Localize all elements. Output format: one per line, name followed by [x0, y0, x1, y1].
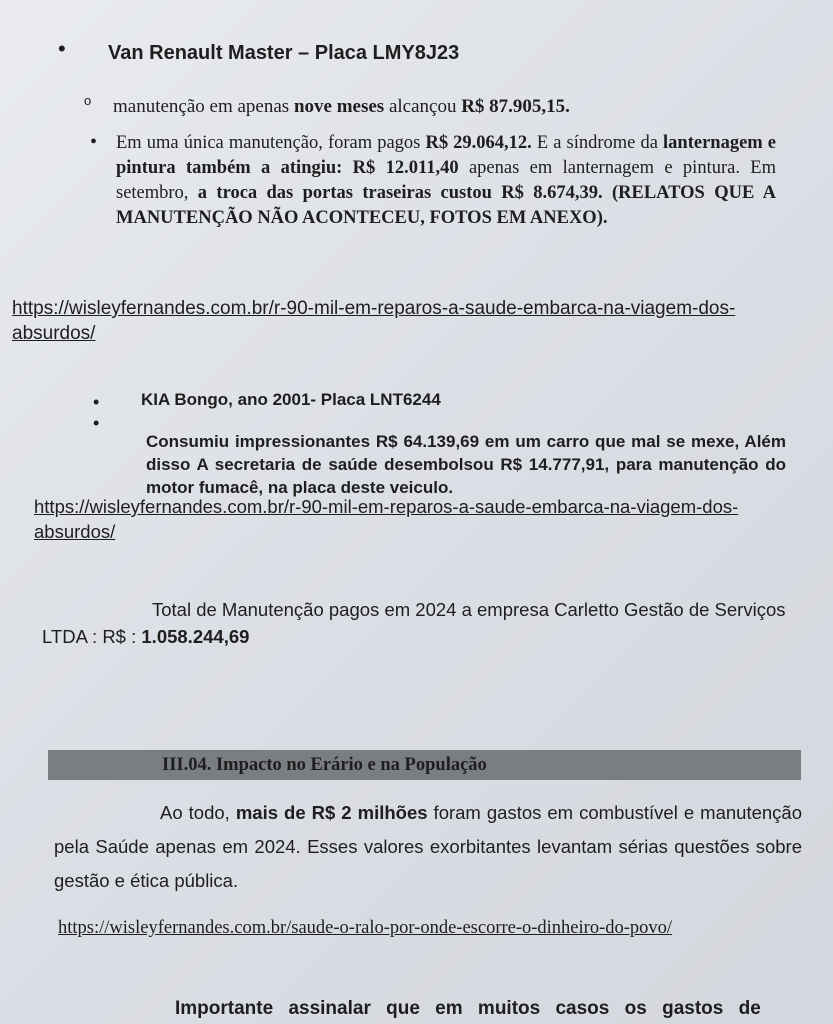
text-run-bold: Consumiu impressionantes R$ 64.139,69 em um carro que mal se mexe, Além disso A secretaria de saúde desembolsou R$ 14.777,91, para manutenção do motor fumacê, na placa deste veiculo. [146, 432, 786, 497]
source-link[interactable]: https://wisleyfernandes.com.br/r-90-mil-em-reparos-a-saude-embarca-na-viagem-dos-absurdos/ [12, 298, 736, 344]
list-bullet: • [93, 392, 100, 412]
maintenance-summary [113, 96, 570, 118]
list-bullet: • [58, 36, 66, 61]
impact-paragraph [54, 796, 802, 898]
text-run: Em uma única manutenção, foram pagos [116, 133, 426, 153]
list-bullet: • [93, 413, 100, 433]
text-run: Total de Manutenção pagos em 2024 a empresa Carletto Gestão de Serviços LTDA : R$ : [42, 599, 786, 647]
text-run-bold: lanternagem e pintura também a atingiu: R$ 12.011,40 [116, 133, 776, 178]
sub-list-bullet: o [84, 93, 92, 108]
vehicle-title: Van Renault Master – Placa LMY8J23 [108, 42, 460, 64]
vehicle-paragraph [146, 407, 786, 499]
vehicle-title: KIA Bongo, ano 2001- Placa LNT6244 [141, 390, 441, 409]
source-link[interactable]: https://wisleyfernandes.com.br/saude-o-ralo-por-onde-escorre-o-dinheiro-do-povo/ [58, 918, 673, 938]
maintenance-paragraph [116, 131, 776, 231]
text-run: E a síndrome da [531, 133, 664, 153]
closing-text: Importante assinalar que em muitos casos os gastos de [175, 998, 761, 1019]
total-paragraph [42, 596, 802, 650]
total-amount: 1.058.244,69 [141, 626, 250, 647]
text-run: manutenção em apenas [113, 96, 294, 117]
section-title: III.04. Impacto no Erário e na População [162, 755, 487, 775]
text-run-bold: a troca das portas traseiras custou R$ 8.674,39. (RELATOS QUE A MANUTENÇÃO NÃO ACONTECEU, FOTOS EM ANEXO). [116, 183, 776, 228]
text-run: alcançou [384, 96, 462, 117]
source-link[interactable]: https://wisleyfernandes.com.br/r-90-mil-em-reparos-a-saude-embarca-na-viagem-dos-absurdos/ [34, 496, 739, 542]
list-bullet: • [90, 131, 98, 153]
amount: R$ 29.064,12. [425, 133, 532, 153]
amount: R$ 87.905,15. [461, 96, 570, 117]
text-run: foram gastos em combustível e manutenção pela Saúde apenas em 2024. Esses valores exorbitantes levantam sérias questões sobre gestão e ética pública. [54, 802, 802, 891]
text-run: Ao todo, [160, 802, 236, 823]
text-run: apenas em lanternagem e pintura. Em setembro, [116, 158, 776, 203]
text-run-bold: nove meses [293, 96, 385, 117]
text-run-bold: mais de R$ 2 milhões [235, 802, 428, 823]
